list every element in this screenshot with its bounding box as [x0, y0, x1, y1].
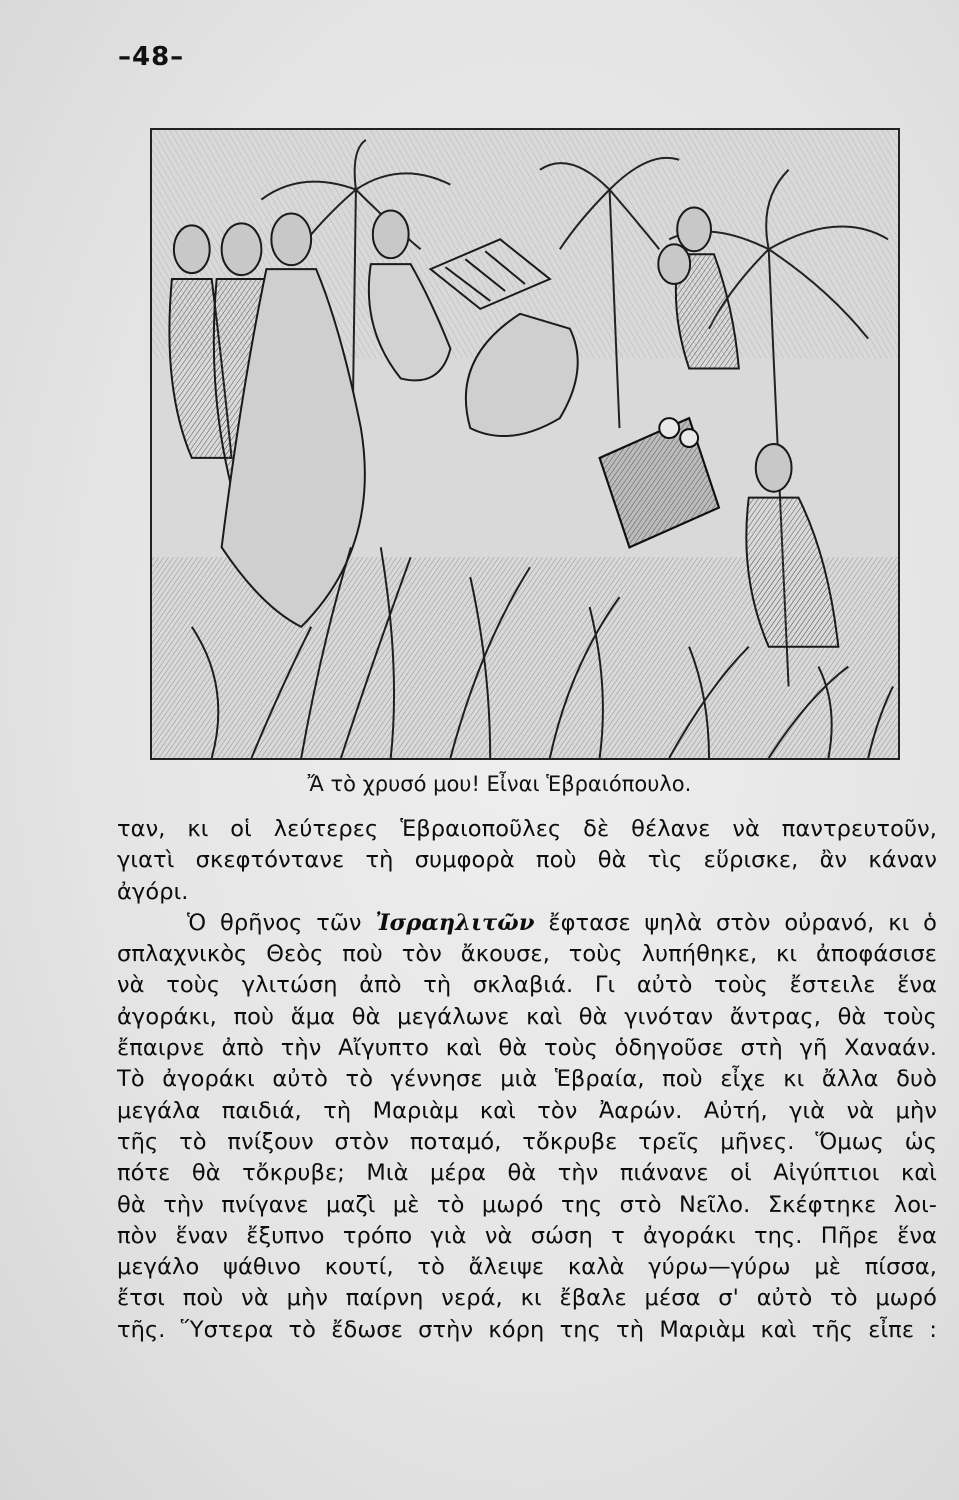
- illustration-caption: Ἄ τὸ χρυσό μου! Εἶναι Ἑβραιόπουλο.: [307, 772, 692, 796]
- line-start: Ὁ θρῆνος τῶν: [187, 909, 362, 936]
- text-line: νὰ τοὺς γλιτώση ἀπὸ τὴ σκλαβιά. Γι αὐτὸ τοὺς ἔστειλε ἕνα: [117, 972, 937, 999]
- text-line: τῆς. Ὕστερα τὸ ἔδωσε στὴν κόρη της τὴ Μαριὰμ καὶ τῆς εἶπε :: [117, 1316, 937, 1343]
- text-line: θὰ τὴν πνίγανε μαζὶ μὲ τὸ μωρό της στὸ Νεῖλο. Σκέφτηκε λοι-: [117, 1191, 937, 1218]
- text-line: ἀγόρι.: [117, 878, 189, 905]
- line-end: ἔφτασε ψηλὰ στὸν οὐρανό, κι ὁ: [548, 909, 937, 936]
- text-line: σπλαχνικὸς Θεὸς ποὺ τὸν ἄκουσε, τοὺς λυπήθηκε, κι ἀποφάσισε: [117, 941, 937, 968]
- text-line: πότε θὰ τὄκρυβε; Μιὰ μέρα θὰ τὴν πιάνανε οἱ Αἰγύπτιοι καὶ: [117, 1160, 937, 1187]
- text-line: ἀγοράκι, ποὺ ἅμα θὰ μεγάλωνε καὶ θὰ γινόταν ἄντρας, θὰ τοὺς: [117, 1003, 937, 1030]
- text-line: ἔπαιρνε ἀπὸ τὴν Αἴγυπτο καὶ θὰ τοὺς ὁδηγοῦσε στὴ γῆ Χαναάν.: [117, 1035, 937, 1062]
- text-line: μεγάλα παιδιά, τὴ Μαριὰμ καὶ τὸν Ἀαρών. Αὐτή, γιὰ νὰ μὴν: [117, 1097, 937, 1124]
- engraving-illustration: [150, 128, 900, 760]
- text-line: Τὸ ἀγοράκι αὐτὸ τὸ γέννησε μιὰ Ἑβραία, ποὺ εἶχε κι ἄλλα δυὸ: [117, 1066, 937, 1093]
- text-line: πὸν ἕναν ἔξυπνο τρόπο γιὰ νὰ σώση τ ἀγοράκι της. Πῆρε ἕνα: [117, 1222, 937, 1249]
- text-line: ἔτσι ποὺ νὰ μὴν παίρνη νερά, κι ἔβαλε μέσα σ' αὐτὸ τὸ μωρό: [117, 1285, 937, 1312]
- engraving-drawing: [152, 130, 898, 758]
- text-line: τῆς τὸ πνίξουν στὸν ποταμό, τὄκρυβε τρεῖς μῆνες. Ὅμως ὡς: [117, 1128, 937, 1155]
- body-text: [117, 814, 937, 1346]
- text-line: γιατὶ σκεφτόντανε τὴ συμφορὰ ποὺ θὰ τὶς εὕρισκε, ἂν κάναν: [117, 847, 937, 874]
- text-line: ταν, κι οἱ λεύτερες Ἑβραιοποῦλες δὲ θέλανε νὰ παντρευτοῦν,: [117, 816, 937, 842]
- text-line-with-name: [117, 908, 937, 939]
- page-number: –48–: [118, 42, 185, 72]
- text-line: μεγάλο ψάθινο κουτί, τὸ ἄλειψε καλὰ γύρω—γύρω μὲ πίσσα,: [117, 1254, 937, 1281]
- emphasized-name: Ἰσραηλιτῶν: [375, 909, 535, 936]
